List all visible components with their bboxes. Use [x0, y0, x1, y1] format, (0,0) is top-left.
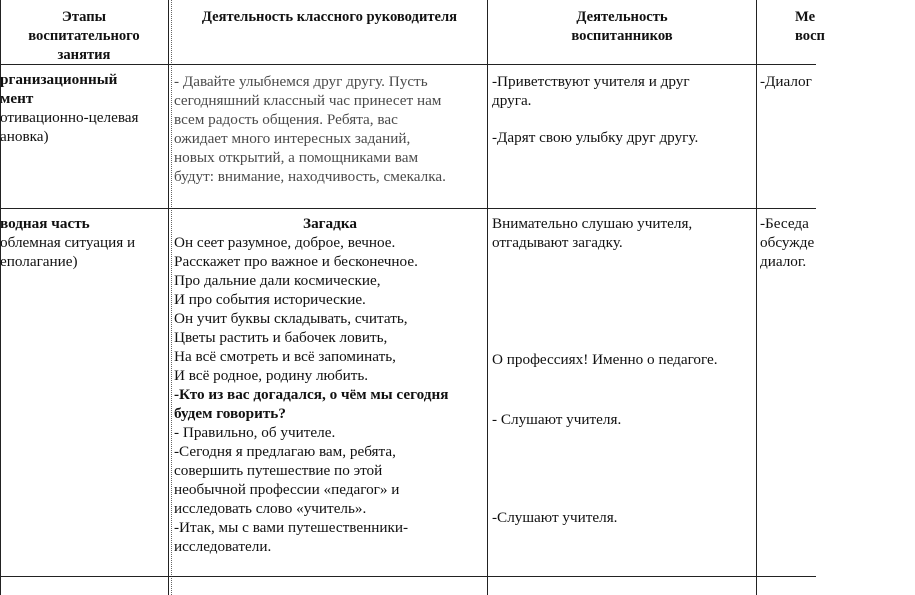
table-column-divider-1b	[171, 0, 172, 595]
header-stages-line: занятия	[57, 47, 111, 63]
riddle-title: Загадка	[303, 215, 357, 232]
row1-pupils-line: друга.	[492, 92, 532, 109]
riddle-line: И про события исторические.	[174, 291, 366, 308]
row2-pupils-c	[492, 410, 754, 429]
row1-stage-line: ановка)	[0, 128, 49, 145]
row1-teacher-text	[174, 72, 486, 186]
header-methods	[757, 8, 915, 46]
riddle-line: Цветы растить и бабочек ловить,	[174, 329, 388, 346]
riddle-line: Про дальние дали космические,	[174, 272, 381, 289]
table-bottom-rule	[0, 576, 816, 577]
row2-pupils-line: Внимательно слушаю учителя,	[492, 215, 693, 232]
header-stages-line: Этапы	[61, 9, 107, 25]
row1-stage	[0, 70, 168, 146]
riddle-line: На всё смотреть и всё запоминать,	[174, 348, 396, 365]
row2-methods-line: диалог.	[760, 253, 807, 270]
header-stages-line: воспитательного	[28, 28, 140, 44]
header-methods-line: восп	[795, 28, 825, 44]
row2-teacher-text	[174, 214, 486, 556]
table-column-divider-3	[756, 0, 757, 595]
row1-teacher-line: сегодняшний классный час принесет нам	[174, 92, 442, 109]
row1-stage-line: мент	[0, 90, 34, 107]
riddle-line: И всё родное, родину любить.	[174, 367, 369, 384]
row1-teacher-line: - Давайте улыбнемся друг другу. Пусть	[174, 73, 428, 90]
teacher-speech-line: совершить путешествие по этой	[174, 462, 383, 479]
question-line: будем говорить?	[174, 405, 286, 422]
header-stages	[0, 8, 168, 65]
row1-teacher-line: новых открытий, а помощниками вам	[174, 149, 419, 166]
header-methods-line: Ме	[795, 9, 816, 25]
row1-stage-line: рганизационный	[0, 71, 118, 88]
row2-stage	[0, 214, 168, 271]
riddle-line: Расскажет про важное и бесконечное.	[174, 253, 418, 270]
header-pupils-activity-line: Деятельность	[576, 9, 668, 25]
row1-stage-line: отивационно-целевая	[0, 109, 139, 126]
teacher-speech-line: необычной профессии «педагог» и	[174, 481, 400, 498]
row2-pupils-a	[492, 214, 754, 252]
row2-methods-line: обсужде	[760, 234, 815, 251]
row1-teacher-line: всем радость общения. Ребята, вас	[174, 111, 398, 128]
row1-pupils-b	[492, 128, 754, 147]
riddle-line: Он сеет разумное, доброе, вечное.	[174, 234, 396, 251]
row2-pupils-line: отгадывают загадку.	[492, 234, 623, 251]
header-pupils-activity-line: воспитанников	[571, 28, 673, 44]
header-teacher-activity-line: Деятельность классного руководителя	[201, 9, 458, 25]
row1-methods-line: -Диалог	[760, 73, 812, 90]
teacher-speech-line: исследователи.	[174, 538, 272, 555]
row2-methods-line: -Беседа	[760, 215, 809, 232]
teacher-speech-line: исследовать слово «учитель».	[174, 500, 367, 517]
teacher-speech-line: -Сегодня я предлагаю вам, ребята,	[174, 443, 396, 460]
teacher-speech-line: -Итак, мы с вами путешественники-	[174, 519, 409, 536]
row2-pupils-line: -Слушают учителя.	[492, 509, 618, 526]
row1-teacher-line: ожидает много интересных заданий,	[174, 130, 411, 147]
row1-pupils-line: -Дарят свою улыбку друг другу.	[492, 129, 699, 146]
riddle-line: Он учит буквы складывать, считать,	[174, 310, 408, 327]
row2-methods	[760, 214, 816, 271]
header-teacher-activity	[172, 8, 487, 27]
row1-methods	[760, 72, 816, 91]
row2-pupils-b	[492, 350, 754, 369]
header-pupils-activity	[488, 8, 756, 46]
table-column-divider-1	[168, 0, 169, 595]
row1-pupils-a	[492, 72, 754, 110]
row2-stage-line: водная часть	[0, 215, 90, 232]
table-column-divider-2	[487, 0, 488, 595]
row2-pupils-line: - Слушают учителя.	[492, 411, 622, 428]
row2-pupils-d	[492, 508, 754, 527]
row-1-bottom-rule	[0, 208, 816, 209]
teacher-speech-line: - Правильно, об учителе.	[174, 424, 336, 441]
row1-teacher-line: будут: внимание, находчивость, смекалка.	[174, 168, 446, 185]
question-line: -Кто из вас догадался, о чём мы сегодня	[174, 386, 449, 403]
row1-pupils-line: -Приветствуют учителя и друг	[492, 73, 690, 90]
row2-stage-line: облемная ситуация и	[0, 234, 136, 251]
row2-stage-line: еполагание)	[0, 253, 78, 270]
row2-pupils-line: О профессиях! Именно о педагоге.	[492, 351, 718, 368]
